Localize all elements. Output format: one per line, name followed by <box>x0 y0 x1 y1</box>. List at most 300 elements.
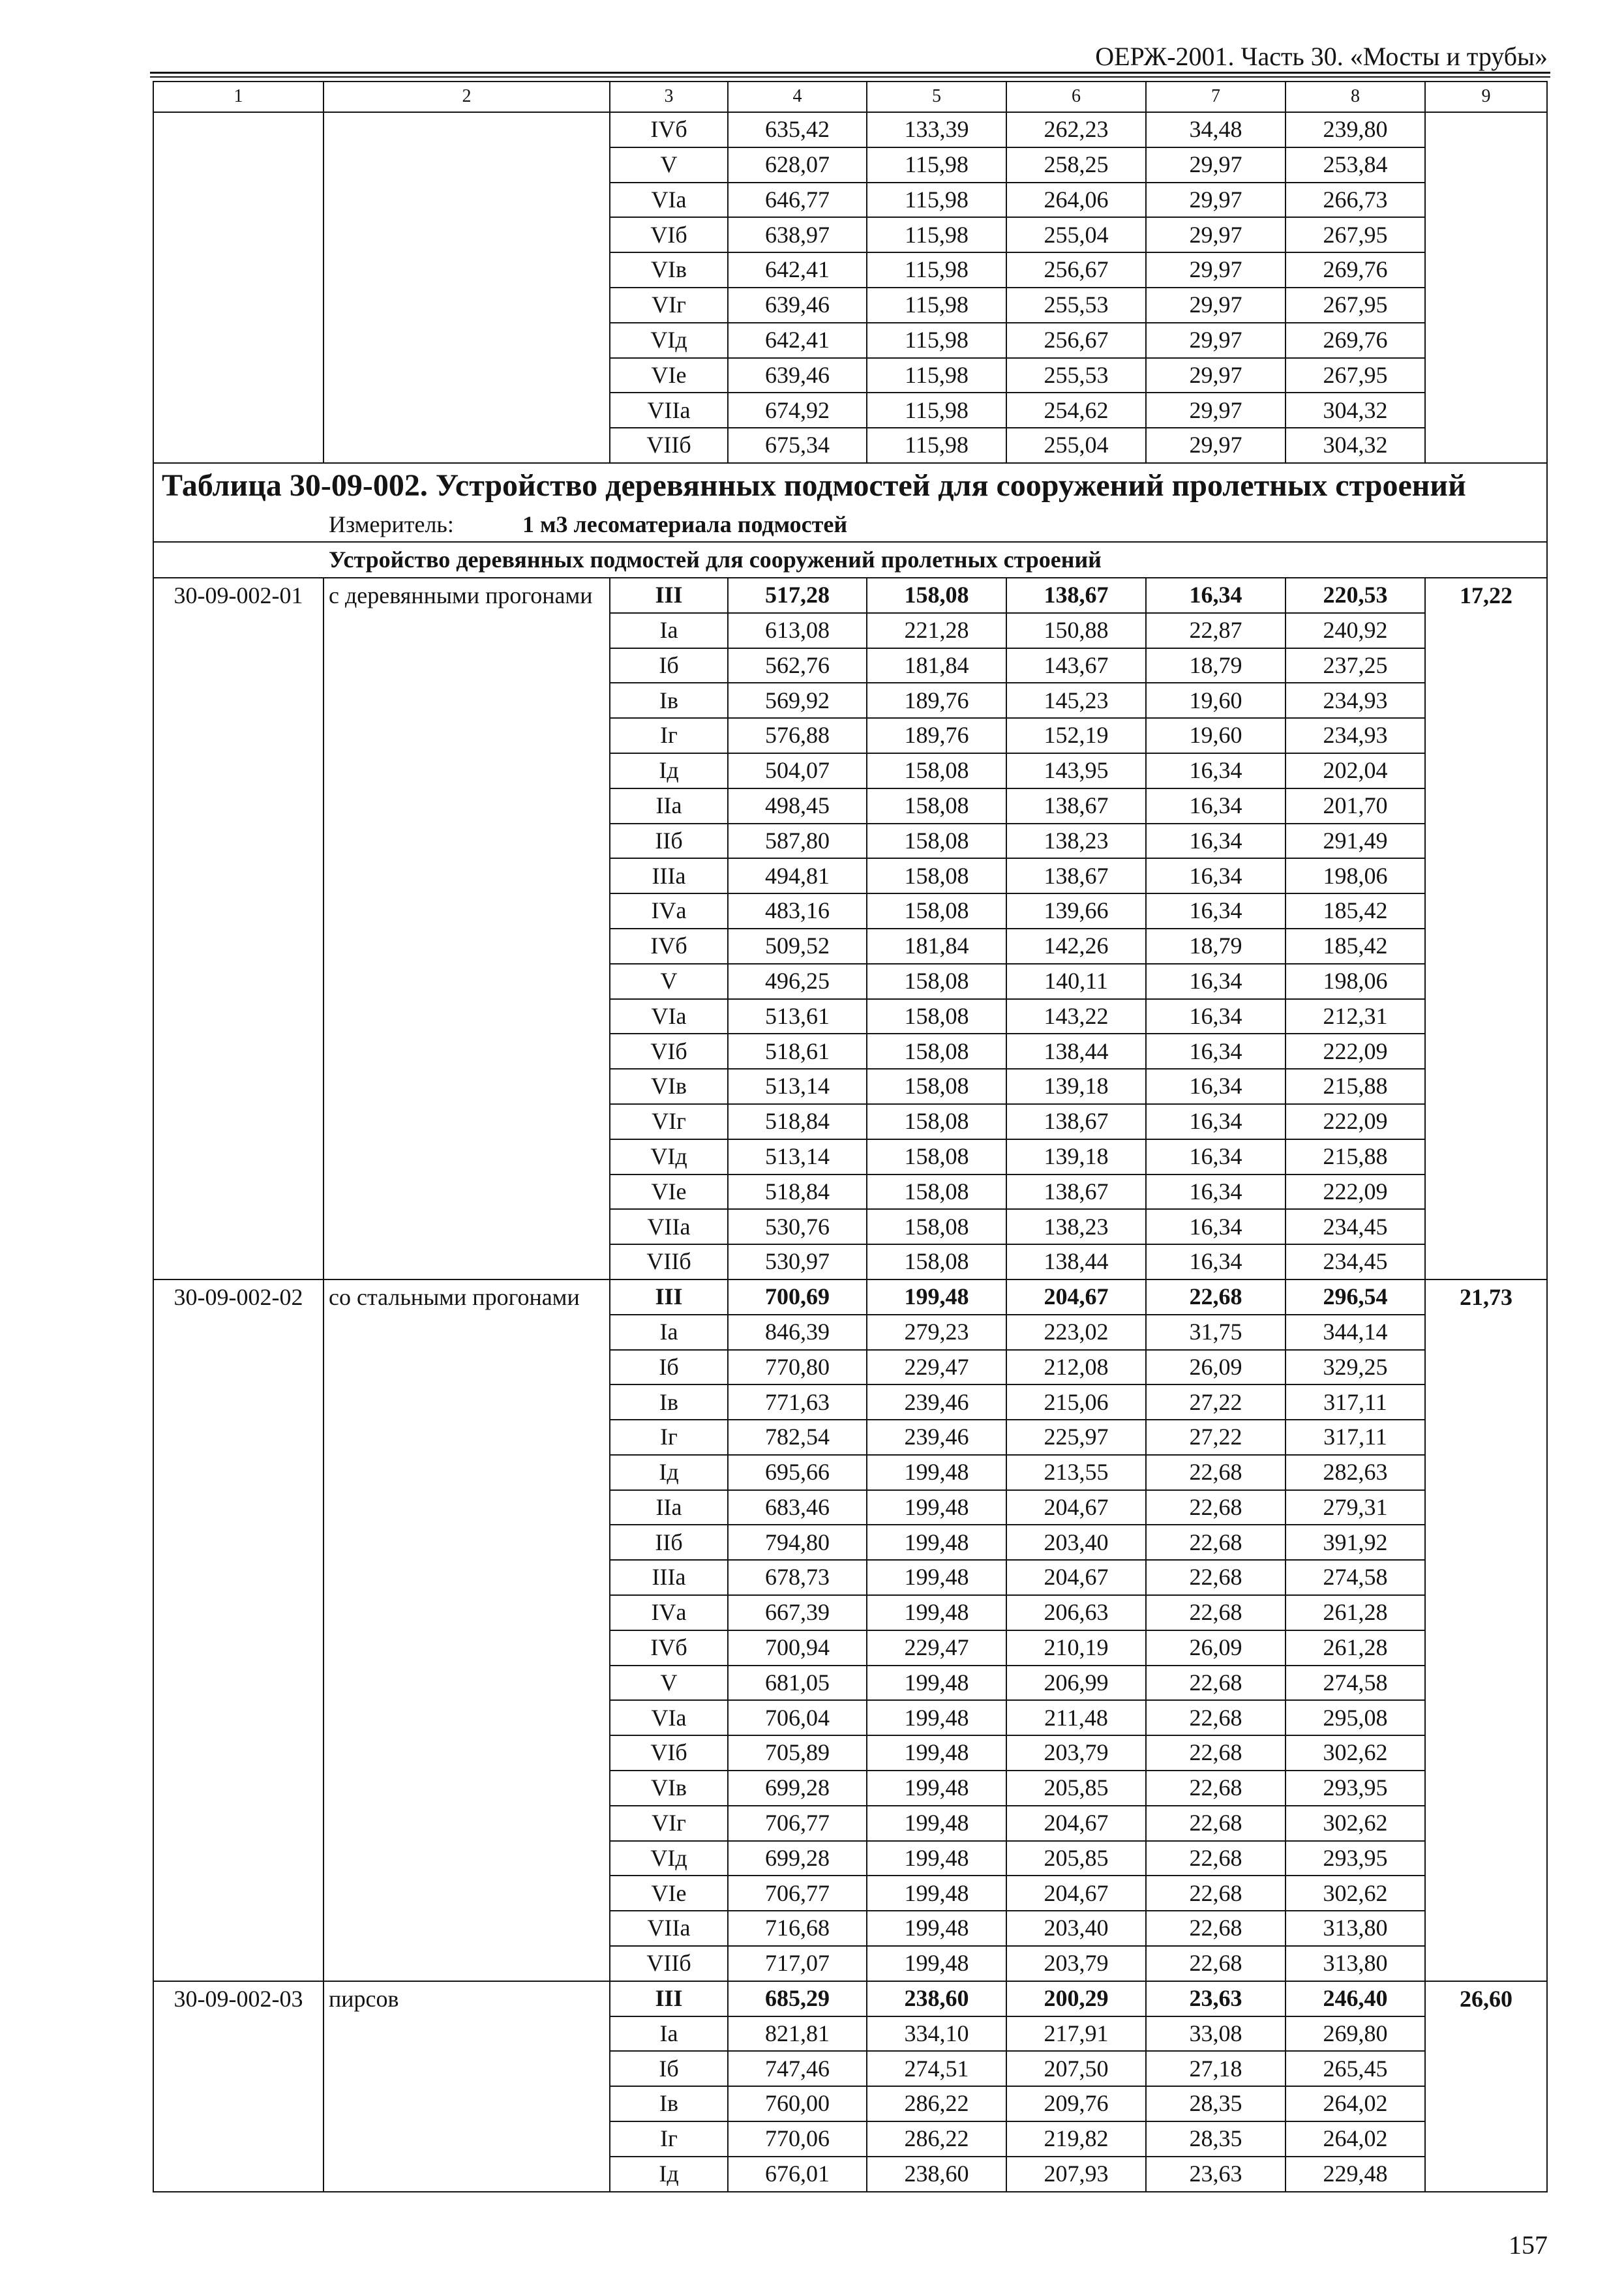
value-cell: 207,93 <box>1007 2157 1147 2192</box>
value-cell: 782,54 <box>729 1420 867 1456</box>
work-name: со стальными прогонами <box>324 1280 610 1982</box>
zone-cell: Iа <box>610 2017 729 2052</box>
value-cell: 22,68 <box>1147 1666 1286 1701</box>
value-cell: 16,34 <box>1147 965 1286 1000</box>
rates-table <box>153 81 1548 2192</box>
zone-cell: Iб <box>610 649 729 684</box>
value-cell: 205,85 <box>1007 1842 1147 1877</box>
value-cell: 22,68 <box>1147 1561 1286 1596</box>
value-cell: 302,62 <box>1286 1736 1426 1771</box>
value-cell: 22,68 <box>1147 1280 1286 1315</box>
zone-cell: VIв <box>610 1771 729 1806</box>
zone-cell: IIб <box>610 1525 729 1561</box>
value-cell: 204,67 <box>1007 1876 1147 1911</box>
zone-cell: VIг <box>610 1105 729 1140</box>
rate-block <box>154 1280 1548 1982</box>
value-cell: 29,97 <box>1147 393 1286 428</box>
value-cell: 199,48 <box>867 1842 1007 1877</box>
value-cell: 16,34 <box>1147 1105 1286 1140</box>
value-cell: 16,34 <box>1147 1210 1286 1245</box>
value-cell: 158,08 <box>867 754 1007 789</box>
zone-cell: Iа <box>610 614 729 649</box>
value-cell: 203,40 <box>1007 1525 1147 1561</box>
zone-cell: VIд <box>610 1842 729 1877</box>
zone-cell: Iг <box>610 719 729 754</box>
value-cell: 239,80 <box>1286 113 1426 148</box>
value-cell: 675,34 <box>729 428 867 464</box>
value-cell: 16,34 <box>1147 894 1286 929</box>
value-cell: 158,08 <box>867 894 1007 929</box>
value-cell: 334,10 <box>867 2017 1007 2052</box>
column-number-row <box>154 82 1548 113</box>
value-cell: 716,68 <box>729 1911 867 1947</box>
zone-cell: V <box>610 148 729 183</box>
section-heading: Устройство деревянных подмостей для сооружений пролетных строений <box>154 543 1548 578</box>
value-cell: 628,07 <box>729 148 867 183</box>
value-cell: 29,97 <box>1147 359 1286 394</box>
value-cell: 587,80 <box>729 824 867 860</box>
zone-cell: V <box>610 1666 729 1701</box>
value-cell: 215,88 <box>1286 1070 1426 1105</box>
empty-code-cell <box>154 113 324 464</box>
value-cell: 115,98 <box>867 323 1007 359</box>
value-cell: 213,55 <box>1007 1456 1147 1491</box>
value-cell: 266,73 <box>1286 183 1426 218</box>
zone-cell: VIе <box>610 1175 729 1210</box>
zone-cell: VIа <box>610 1701 729 1736</box>
value-cell: 562,76 <box>729 649 867 684</box>
value-cell: 138,67 <box>1007 789 1147 824</box>
value-cell: 771,63 <box>729 1385 867 1420</box>
value-cell: 204,67 <box>1007 1491 1147 1526</box>
column-number: 3 <box>610 82 729 113</box>
unit-line <box>154 508 1548 543</box>
value-cell: 158,08 <box>867 965 1007 1000</box>
value-cell: 317,11 <box>1286 1385 1426 1420</box>
value-cell: 483,16 <box>729 894 867 929</box>
value-cell: 158,08 <box>867 859 1007 894</box>
value-cell: 143,22 <box>1007 1000 1147 1035</box>
value-cell: 206,63 <box>1007 1596 1147 1631</box>
value-cell: 22,68 <box>1147 1525 1286 1561</box>
value-cell: 329,25 <box>1286 1351 1426 1386</box>
value-cell: 199,48 <box>867 1596 1007 1631</box>
value-cell: 22,68 <box>1147 1456 1286 1491</box>
value-cell: 199,48 <box>867 1280 1007 1315</box>
value-cell: 199,48 <box>867 1806 1007 1842</box>
value-cell: 256,67 <box>1007 253 1147 288</box>
zone-cell: VIг <box>610 288 729 323</box>
value-cell: 158,08 <box>867 578 1007 614</box>
zone-cell: VIIб <box>610 428 729 464</box>
value-cell: 138,23 <box>1007 1210 1147 1245</box>
zone-cell: Iг <box>610 1420 729 1456</box>
rate-block <box>154 1982 1548 2192</box>
value-cell: 269,76 <box>1286 253 1426 288</box>
unit-value: 1 м3 лесоматериала подмостей <box>522 511 848 537</box>
value-cell: 139,66 <box>1007 894 1147 929</box>
column-number: 5 <box>867 82 1007 113</box>
value-cell: 158,08 <box>867 1245 1007 1280</box>
value-cell: 215,06 <box>1007 1385 1147 1420</box>
value-cell: 238,60 <box>867 2157 1007 2192</box>
value-cell: 304,32 <box>1286 393 1426 428</box>
value-cell: 518,84 <box>729 1175 867 1210</box>
value-cell: 16,34 <box>1147 1000 1286 1035</box>
column-number: 1 <box>154 82 324 113</box>
value-cell: 29,97 <box>1147 323 1286 359</box>
value-cell: 699,28 <box>729 1771 867 1806</box>
zone-cell: VIб <box>610 218 729 253</box>
value-cell: 27,22 <box>1147 1385 1286 1420</box>
value-cell: 22,68 <box>1147 1491 1286 1526</box>
value-cell: 207,50 <box>1007 2052 1147 2087</box>
value-cell: 16,34 <box>1147 859 1286 894</box>
value-cell: 158,08 <box>867 1034 1007 1070</box>
header-rule-thick <box>150 72 1550 74</box>
value-cell: 234,45 <box>1286 1210 1426 1245</box>
value-cell: 274,51 <box>867 2052 1007 2087</box>
value-cell: 821,81 <box>729 2017 867 2052</box>
value-cell: 317,11 <box>1286 1420 1426 1456</box>
value-cell: 29,97 <box>1147 218 1286 253</box>
value-cell: 642,41 <box>729 253 867 288</box>
zone-cell: VIа <box>610 1000 729 1035</box>
value-cell: 705,89 <box>729 1736 867 1771</box>
value-cell: 678,73 <box>729 1561 867 1596</box>
value-cell: 262,23 <box>1007 113 1147 148</box>
value-cell: 646,77 <box>729 183 867 218</box>
value-cell: 27,18 <box>1147 2052 1286 2087</box>
value-cell: 269,80 <box>1286 2017 1426 2052</box>
value-cell: 199,48 <box>867 1947 1007 1982</box>
zone-cell: IIа <box>610 789 729 824</box>
value-cell: 138,44 <box>1007 1034 1147 1070</box>
zone-cell: IIа <box>610 1491 729 1526</box>
zone-cell: Iд <box>610 1456 729 1491</box>
value-cell: 16,34 <box>1147 1070 1286 1105</box>
value-cell: 115,98 <box>867 288 1007 323</box>
value-cell: 199,48 <box>867 1561 1007 1596</box>
value-cell: 613,08 <box>729 614 867 649</box>
value-cell: 222,09 <box>1286 1034 1426 1070</box>
value-cell: 29,97 <box>1147 253 1286 288</box>
zone-cell: VIд <box>610 323 729 359</box>
value-cell: 199,48 <box>867 1771 1007 1806</box>
value-cell: 26,09 <box>1147 1631 1286 1666</box>
value-cell: 258,25 <box>1007 148 1147 183</box>
column-number: 7 <box>1147 82 1286 113</box>
value-cell: 199,48 <box>867 1491 1007 1526</box>
value-cell: 158,08 <box>867 1105 1007 1140</box>
value-cell: 220,53 <box>1286 578 1426 614</box>
value-cell: 115,98 <box>867 253 1007 288</box>
rate-items <box>154 578 1548 2192</box>
value-cell: 22,68 <box>1147 1876 1286 1911</box>
value-cell: 22,68 <box>1147 1947 1286 1982</box>
value-cell: 517,28 <box>729 578 867 614</box>
zone-cell: VIг <box>610 1806 729 1842</box>
zone-cell: III <box>610 1982 729 2017</box>
value-cell: 16,34 <box>1147 789 1286 824</box>
value-cell: 695,66 <box>729 1456 867 1491</box>
value-cell: 302,62 <box>1286 1806 1426 1842</box>
value-cell: 145,23 <box>1007 683 1147 719</box>
value-cell: 138,67 <box>1007 1105 1147 1140</box>
value-cell: 237,25 <box>1286 649 1426 684</box>
value-cell: 143,95 <box>1007 754 1147 789</box>
value-cell: 206,99 <box>1007 1666 1147 1701</box>
value-cell: 264,02 <box>1286 2122 1426 2157</box>
value-cell: 181,84 <box>867 929 1007 965</box>
value-cell: 794,80 <box>729 1525 867 1561</box>
value-cell: 204,67 <box>1007 1280 1147 1315</box>
value-cell: 760,00 <box>729 2087 867 2122</box>
value-cell: 217,91 <box>1007 2017 1147 2052</box>
zone-cell: IVб <box>610 929 729 965</box>
value-cell: 569,92 <box>729 683 867 719</box>
value-cell: 255,53 <box>1007 288 1147 323</box>
value-cell: 185,42 <box>1286 894 1426 929</box>
value-cell: 198,06 <box>1286 859 1426 894</box>
rate-code: 30-09-002-02 <box>154 1280 324 1982</box>
value-cell: 16,34 <box>1147 578 1286 614</box>
value-cell: 274,58 <box>1286 1666 1426 1701</box>
value-cell: 635,42 <box>729 113 867 148</box>
value-cell: 210,19 <box>1007 1631 1147 1666</box>
zone-cell: Iв <box>610 683 729 719</box>
value-cell: 667,39 <box>729 1596 867 1631</box>
value-cell: 265,45 <box>1286 2052 1426 2087</box>
value-cell: 19,60 <box>1147 719 1286 754</box>
value-cell: 530,76 <box>729 1210 867 1245</box>
value-cell: 16,34 <box>1147 1245 1286 1280</box>
value-cell: 201,70 <box>1286 789 1426 824</box>
value-cell: 158,08 <box>867 789 1007 824</box>
value-cell: 255,53 <box>1007 359 1147 394</box>
value-cell: 19,60 <box>1147 683 1286 719</box>
value-cell: 681,05 <box>729 1666 867 1701</box>
value-cell: 229,47 <box>867 1631 1007 1666</box>
value-cell: 22,68 <box>1147 1771 1286 1806</box>
zone-cell: VIе <box>610 1876 729 1911</box>
value-cell: 143,67 <box>1007 649 1147 684</box>
column-9-value: 21,73 <box>1426 1280 1548 1982</box>
value-cell: 770,06 <box>729 2122 867 2157</box>
value-cell: 267,95 <box>1286 218 1426 253</box>
value-cell: 222,09 <box>1286 1105 1426 1140</box>
value-cell: 240,92 <box>1286 614 1426 649</box>
value-cell: 199,48 <box>867 1736 1007 1771</box>
value-cell: 267,95 <box>1286 359 1426 394</box>
value-cell: 344,14 <box>1286 1315 1426 1351</box>
value-cell: 253,84 <box>1286 148 1426 183</box>
value-cell: 274,58 <box>1286 1561 1426 1596</box>
zone-cell: VIа <box>610 183 729 218</box>
column-9-value: 26,60 <box>1426 1982 1548 2192</box>
value-cell: 138,23 <box>1007 824 1147 860</box>
value-cell: 158,08 <box>867 1070 1007 1105</box>
value-cell: 133,39 <box>867 113 1007 148</box>
value-cell: 239,46 <box>867 1420 1007 1456</box>
value-cell: 205,85 <box>1007 1771 1147 1806</box>
value-cell: 22,68 <box>1147 1911 1286 1947</box>
value-cell: 23,63 <box>1147 2157 1286 2192</box>
value-cell: 138,67 <box>1007 859 1147 894</box>
value-cell: 189,76 <box>867 719 1007 754</box>
value-cell: 286,22 <box>867 2087 1007 2122</box>
empty-column-9-cell <box>1426 113 1548 464</box>
value-cell: 189,76 <box>867 683 1007 719</box>
header-rule-thin <box>150 76 1550 78</box>
table-title-block <box>154 464 1548 578</box>
unit-label: Измеритель: <box>329 511 454 537</box>
value-cell: 293,95 <box>1286 1842 1426 1877</box>
rate-block <box>154 578 1548 1280</box>
empty-name-cell <box>324 113 610 464</box>
value-cell: 203,79 <box>1007 1947 1147 1982</box>
value-cell: 518,84 <box>729 1105 867 1140</box>
rate-code: 30-09-002-01 <box>154 578 324 1280</box>
zone-cell: Iб <box>610 1351 729 1386</box>
value-cell: 33,08 <box>1147 2017 1286 2052</box>
zone-cell: VIIб <box>610 1947 729 1982</box>
value-cell: 115,98 <box>867 148 1007 183</box>
value-cell: 225,97 <box>1007 1420 1147 1456</box>
value-cell: 261,28 <box>1286 1631 1426 1666</box>
value-cell: 638,97 <box>729 218 867 253</box>
value-cell: 22,68 <box>1147 1736 1286 1771</box>
work-name: пирсов <box>324 1982 610 2192</box>
value-cell: 229,48 <box>1286 2157 1426 2192</box>
column-number: 2 <box>324 82 610 113</box>
zone-cell: VIIа <box>610 1210 729 1245</box>
value-cell: 683,46 <box>729 1491 867 1526</box>
value-cell: 219,82 <box>1007 2122 1147 2157</box>
value-cell: 494,81 <box>729 859 867 894</box>
zone-cell: VIIб <box>610 1245 729 1280</box>
value-cell: 234,93 <box>1286 683 1426 719</box>
value-cell: 28,35 <box>1147 2122 1286 2157</box>
value-cell: 496,25 <box>729 965 867 1000</box>
value-cell: 234,45 <box>1286 1245 1426 1280</box>
column-number: 6 <box>1007 82 1147 113</box>
zone-cell: IIб <box>610 824 729 860</box>
value-cell: 142,26 <box>1007 929 1147 965</box>
value-cell: 22,68 <box>1147 1842 1286 1877</box>
value-cell: 530,97 <box>729 1245 867 1280</box>
zone-cell: Iв <box>610 2087 729 2122</box>
value-cell: 181,84 <box>867 649 1007 684</box>
zone-cell: IIIа <box>610 1561 729 1596</box>
value-cell: 158,08 <box>867 1000 1007 1035</box>
column-9-value: 17,22 <box>1426 578 1548 1280</box>
value-cell: 295,08 <box>1286 1701 1426 1736</box>
value-cell: 115,98 <box>867 218 1007 253</box>
value-cell: 279,31 <box>1286 1491 1426 1526</box>
value-cell: 199,48 <box>867 1876 1007 1911</box>
value-cell: 700,94 <box>729 1631 867 1666</box>
value-cell: 31,75 <box>1147 1315 1286 1351</box>
value-cell: 27,22 <box>1147 1420 1286 1456</box>
value-cell: 279,23 <box>867 1315 1007 1351</box>
value-cell: 115,98 <box>867 428 1007 464</box>
value-cell: 26,09 <box>1147 1351 1286 1386</box>
value-cell: 158,08 <box>867 1210 1007 1245</box>
value-cell: 676,01 <box>729 2157 867 2192</box>
zone-cell: IVб <box>610 113 729 148</box>
value-cell: 239,46 <box>867 1385 1007 1420</box>
zone-cell: Iд <box>610 754 729 789</box>
column-number: 4 <box>729 82 867 113</box>
zone-cell: VIе <box>610 359 729 394</box>
value-cell: 139,18 <box>1007 1070 1147 1105</box>
value-cell: 296,54 <box>1286 1280 1426 1315</box>
value-cell: 234,93 <box>1286 719 1426 754</box>
value-cell: 699,28 <box>729 1842 867 1877</box>
value-cell: 391,92 <box>1286 1525 1426 1561</box>
rate-code: 30-09-002-03 <box>154 1982 324 2192</box>
value-cell: 203,79 <box>1007 1736 1147 1771</box>
value-cell: 29,97 <box>1147 288 1286 323</box>
value-cell: 22,68 <box>1147 1596 1286 1631</box>
value-cell: 255,04 <box>1007 218 1147 253</box>
value-cell: 313,80 <box>1286 1947 1426 1982</box>
value-cell: 229,47 <box>867 1351 1007 1386</box>
zone-cell: VIIа <box>610 1911 729 1947</box>
zone-cell: IVб <box>610 1631 729 1666</box>
zone-cell: Iб <box>610 2052 729 2087</box>
value-cell: 513,14 <box>729 1140 867 1175</box>
zone-cell: VIв <box>610 1070 729 1105</box>
value-cell: 313,80 <box>1286 1911 1426 1947</box>
value-cell: 221,28 <box>867 614 1007 649</box>
value-cell: 29,97 <box>1147 183 1286 218</box>
value-cell: 199,48 <box>867 1701 1007 1736</box>
value-cell: 706,77 <box>729 1876 867 1911</box>
value-cell: 717,07 <box>729 1947 867 1982</box>
zone-cell: Iв <box>610 1385 729 1420</box>
value-cell: 291,49 <box>1286 824 1426 860</box>
zone-cell: IVа <box>610 1596 729 1631</box>
value-cell: 261,28 <box>1286 1596 1426 1631</box>
value-cell: 115,98 <box>867 183 1007 218</box>
value-cell: 246,40 <box>1286 1982 1426 2017</box>
value-cell: 498,45 <box>729 789 867 824</box>
value-cell: 302,62 <box>1286 1876 1426 1911</box>
value-cell: 286,22 <box>867 2122 1007 2157</box>
value-cell: 639,46 <box>729 359 867 394</box>
zone-cell: VIв <box>610 253 729 288</box>
value-cell: 304,32 <box>1286 428 1426 464</box>
value-cell: 198,06 <box>1286 965 1426 1000</box>
value-cell: 513,61 <box>729 1000 867 1035</box>
zone-cell: Iа <box>610 1315 729 1351</box>
value-cell: 16,34 <box>1147 754 1286 789</box>
value-cell: 115,98 <box>867 393 1007 428</box>
value-cell: 28,35 <box>1147 2087 1286 2122</box>
value-cell: 158,08 <box>867 1175 1007 1210</box>
zone-cell: Iд <box>610 2157 729 2192</box>
value-cell: 199,48 <box>867 1911 1007 1947</box>
zone-cell: IIIа <box>610 859 729 894</box>
value-cell: 202,04 <box>1286 754 1426 789</box>
value-cell: 267,95 <box>1286 288 1426 323</box>
value-cell: 685,29 <box>729 1982 867 2017</box>
page-number: 157 <box>1509 2230 1548 2260</box>
value-cell: 22,68 <box>1147 1701 1286 1736</box>
column-number: 8 <box>1286 82 1426 113</box>
